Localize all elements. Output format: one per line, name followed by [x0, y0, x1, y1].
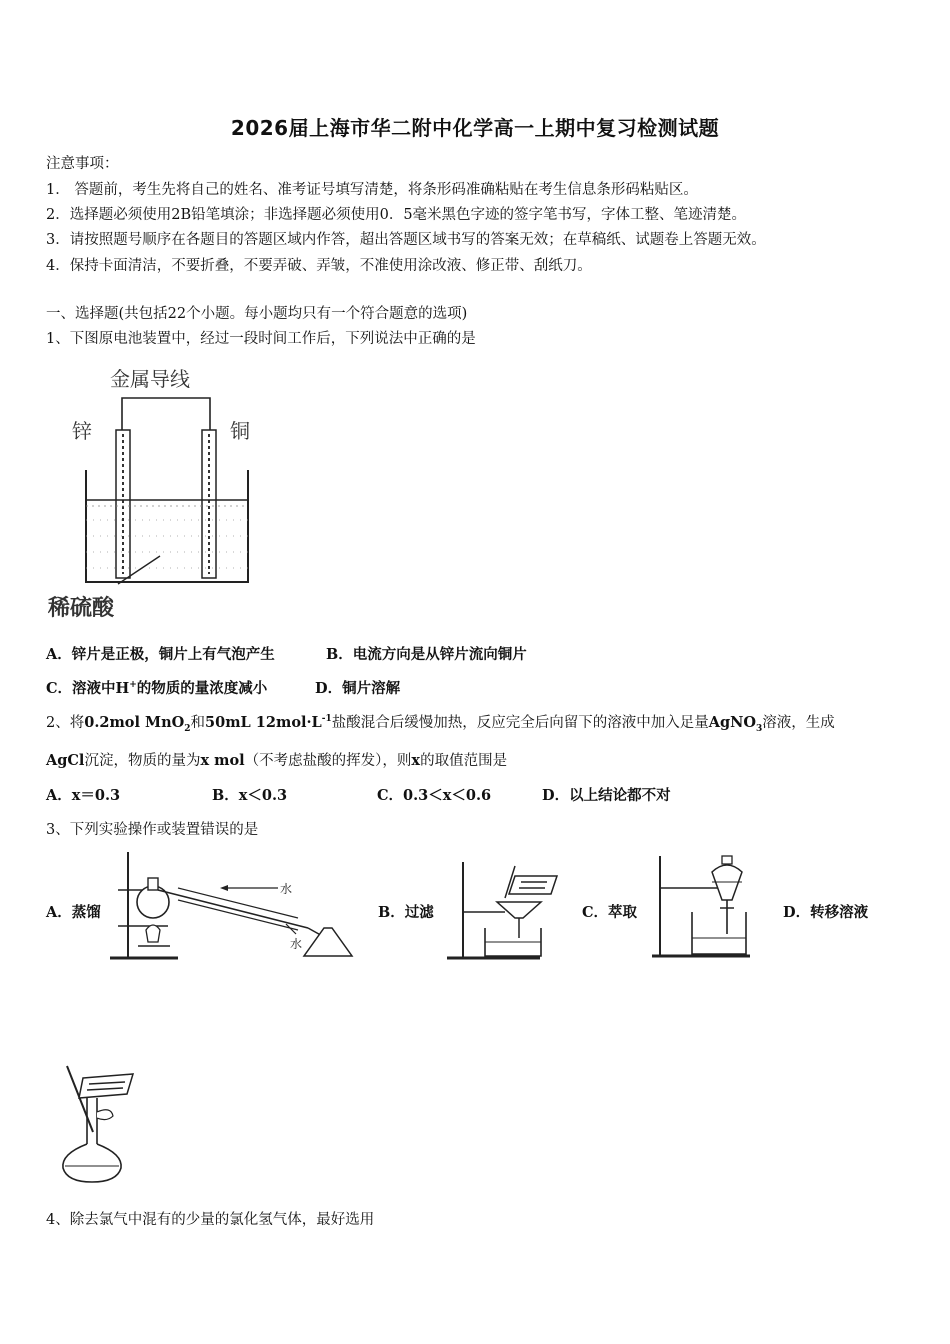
q3-option-c: C．萃取 — [582, 904, 638, 921]
water-out-label: 水 — [290, 937, 303, 951]
galvanic-cell-figure — [48, 360, 260, 625]
q2-option-b: B．x＜0.3 — [212, 787, 288, 804]
question-3-stem: 3、下列实验操作或装置错误的是 — [46, 822, 259, 838]
q2-option-a: A．x＝0.3 — [46, 787, 121, 804]
notice-item-1: 1． 答题前，考生先将自己的姓名、准考证号填写清楚，将条形码准确粘贴在考生信息条形码粘贴区。 — [46, 182, 698, 198]
notice-heading: 注意事项： — [46, 156, 119, 172]
extraction-figure — [650, 852, 755, 960]
notice-item-2: 2．选择题必须使用2B铅笔填涂；非选择题必须使用0．5毫米黑色字迹的签字笔书写，字体工整、笔迹清楚。 — [46, 207, 747, 223]
page-title: 2026届上海市华二附中化学高一上期中复习检测试题 — [230, 116, 720, 140]
notice-item-3: 3．请按照题号顺序在各题目的答题区域内作答，超出答题区域书写的答案无效；在草稿纸、试题卷上答题无效。 — [46, 232, 766, 248]
question-1-stem: 1、下图原电池装置中，经过一段时间工作后，下列说法中正确的是 — [46, 331, 476, 347]
conical-flask — [304, 928, 352, 956]
q1-option-c: C．溶液中H+的物质的量浓度减小 — [46, 680, 268, 697]
filtration-figure — [445, 858, 565, 963]
beaker — [692, 912, 746, 954]
q1-option-b: B．电流方向是从锌片流向铜片 — [326, 646, 527, 663]
copper-label: 铜 — [230, 419, 250, 443]
q3-option-b: B．过滤 — [378, 904, 434, 921]
question-2-line-1: 2、将0.2mol MnO$_2$和50mL $12mol\cdot L^{-1}$盐酸混合后缓慢加热，反应完全后向留下的溶液中加入足量AgNO$_3$溶液，生成 — [46, 714, 835, 734]
wire-label: 金属导线 — [110, 367, 190, 391]
water-in-label: 水 — [280, 882, 293, 896]
beaker — [86, 470, 248, 582]
question-4-stem: 4、除去氯气中混有的少量的氯化氢气体，最好选用 — [46, 1212, 375, 1228]
q2-option-c: C．0.3＜x＜0.6 — [377, 787, 492, 804]
notice-item-4: 4．保持卡面清洁，不要折叠，不要弄破、弄皱，不准使用涂改液、修正带、刮纸刀。 — [46, 258, 592, 274]
transfer-solution-figure — [55, 1062, 150, 1187]
q3-option-a: A．蒸馏 — [46, 904, 101, 921]
q1-option-a: A．锌片是正极，铜片上有气泡产生 — [46, 646, 275, 663]
acid-label: 稀硫酸 — [48, 595, 115, 621]
distillation-figure — [108, 850, 363, 965]
q1-option-d: D．铜片溶解 — [315, 680, 401, 697]
q3-option-d: D．转移溶液 — [783, 904, 869, 921]
zinc-label: 锌 — [72, 419, 92, 443]
q2-option-d: D．以上结论都不对 — [542, 787, 671, 804]
section-heading: 一、选择题(共包括22个小题。每小题均只有一个符合题意的选项) — [46, 306, 468, 322]
question-2-line-2: AgCl沉淀，物质的量为x mol（不考虑盐酸的挥发），则x的取值范围是 — [46, 752, 508, 769]
metal-wire — [122, 398, 210, 432]
